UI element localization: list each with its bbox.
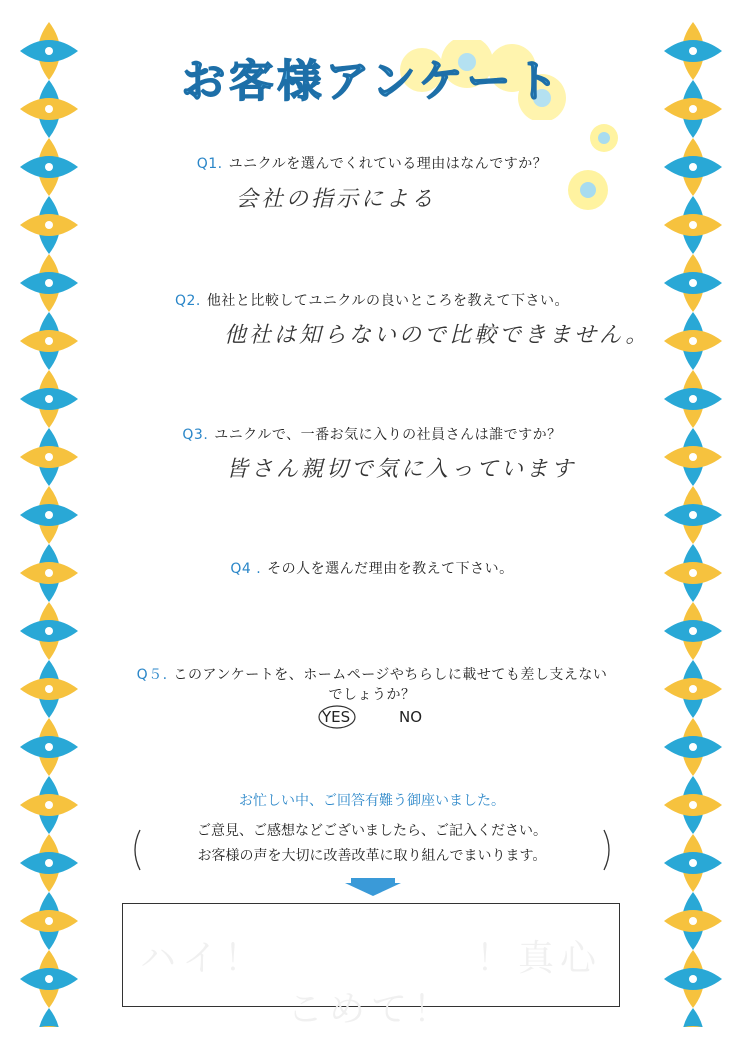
border-petal <box>682 1008 704 1027</box>
down-arrow-icon <box>345 878 401 896</box>
border-dot <box>689 453 697 461</box>
border-dot <box>45 453 53 461</box>
comment-box[interactable] <box>122 903 620 1030</box>
border-dot <box>689 395 697 403</box>
comment-text: ハイ！ ！真心こめて！ <box>139 938 602 1030</box>
thanks-message: お忙しい中、ご回答有難う御座いました。 <box>239 793 505 809</box>
border-dot <box>689 917 697 925</box>
right-bracket-icon <box>602 828 616 872</box>
answer-3: 皆さん親切で気に入っています <box>226 457 577 482</box>
question-1 <box>0 153 744 173</box>
note-line-2: お客様の声を大切に改善改革に取り組んでまいります。 <box>197 848 547 864</box>
selection-circle-icon <box>316 703 358 731</box>
question-number: Q５. <box>136 667 168 683</box>
border-dot <box>689 105 697 113</box>
question-2 <box>0 290 744 310</box>
border-dot <box>689 337 697 345</box>
border-dot <box>689 511 697 519</box>
border-dot <box>45 975 53 983</box>
yes-option[interactable] <box>322 708 350 726</box>
question-number: Q3. <box>182 427 209 443</box>
border-dot <box>689 221 697 229</box>
question-4 <box>0 558 744 578</box>
border-dot <box>689 975 697 983</box>
border-petal <box>20 1026 78 1027</box>
answer-1: 会社の指示による <box>236 187 437 212</box>
page-title: お客様アンケート <box>181 56 563 107</box>
question-number: Q1. <box>196 156 223 172</box>
border-petal <box>664 1026 722 1027</box>
question-5-continued: でしょうか？ <box>328 687 416 703</box>
title-banner <box>122 40 622 120</box>
border-dot <box>689 279 697 287</box>
border-dot <box>689 743 697 751</box>
question-text: その人を選んだ理由を教えて下さい。 <box>267 561 514 577</box>
no-option[interactable] <box>399 708 422 726</box>
border-dot <box>45 47 53 55</box>
border-dot <box>45 511 53 519</box>
question-text: ユニクルで、一番お気に入りの社員さんは誰ですか？ <box>214 427 562 443</box>
border-dot <box>45 917 53 925</box>
question-number: Q4 . <box>230 561 262 577</box>
border-dot <box>689 627 697 635</box>
border-dot <box>689 47 697 55</box>
border-dot <box>45 743 53 751</box>
question-text: このアンケートを、ホームページやちらしに載せても差し支えない <box>173 667 608 683</box>
question-3 <box>0 424 744 444</box>
note-line-1: ご意見、ご感想などございましたら、ご記入ください。 <box>197 823 547 839</box>
answer-2: 他社は知らないので比較できません。 <box>224 323 651 348</box>
border-dot <box>45 395 53 403</box>
question-text: ユニクルを選んでくれている理由はなんですか？ <box>228 156 548 172</box>
question-5 <box>0 664 744 684</box>
border-dot <box>45 337 53 345</box>
border-dot <box>45 221 53 229</box>
border-petal <box>38 1008 60 1027</box>
question-number: Q2. <box>175 293 201 309</box>
no-label: NO <box>399 708 423 726</box>
border-dot <box>45 105 53 113</box>
question-text: 他社と比較してユニクルの良いところを教えて下さい。 <box>206 293 569 309</box>
border-dot <box>45 279 53 287</box>
yes-label: YES <box>322 708 351 726</box>
border-dot <box>45 627 53 635</box>
